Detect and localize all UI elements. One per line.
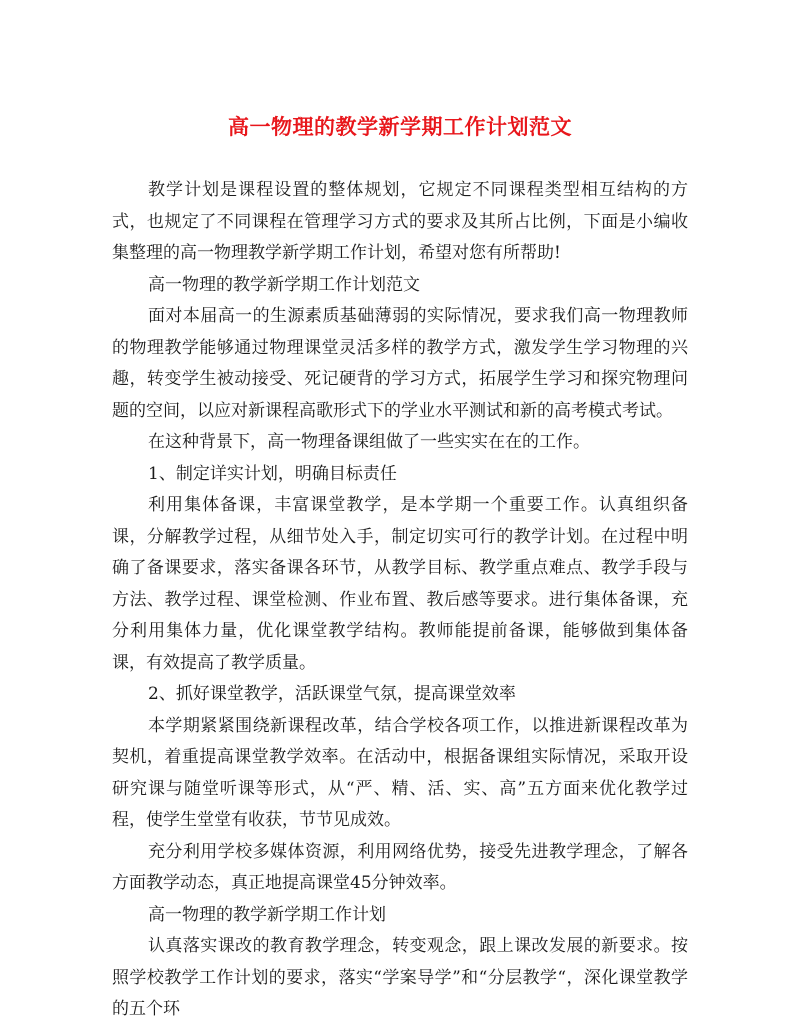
intro-paragraph: 教学计划是课程设置的整体规划，它规定不同课程类型相互结构的方式，也规定了不同课程在管理学习方式的要求及其所占比例，下面是小编收集整理的高一物理教学新学期工作计划，希望对您有所帮助! <box>112 180 688 263</box>
body-paragraph: 在这种背景下，高一物理备课组做了一些实实在在的工作。 <box>148 432 590 452</box>
body-paragraph: 认真落实课改的教育教学理念，转变观念，跟上课改发展的新要求。按照学校教学工作计划的要求，落实“学案导学”和“分层教学“，深化课堂教学的五个环 <box>112 936 688 1019</box>
body-paragraph: 充分利用学校多媒体资源，利用网络优势，接受先进教学理念，了解各方面教学动态，真正地提高课堂45分钟效率。 <box>112 841 688 893</box>
document-body <box>112 175 688 1026</box>
body-paragraph: 本学期紧紧围绕新课程改革，结合学校各项工作，以推进新课程改革为契机，着重提高课堂教学效率。在活动中，根据备课组实际情况，采取开设研究课与随堂听课等形式，从“严、精、活、实、高”五方面来优化教学过程，使学生堂堂有收获，节节见成效。 <box>112 715 688 830</box>
body-paragraph: 面对本届高一的生源素质基础薄弱的实际情况，要求我们高一物理教师的物理教学能够通过物理课堂灵活多样的教学方式，激发学生学习物理的兴趣，转变学生被动接受、死记硬背的学习方式，拓展学生学习和探究物理问题的空间，以应对新课程高歌形式下的学业水平测试和新的高考模式考试。 <box>112 306 688 421</box>
numbered-heading: 2、抓好课堂教学，活跃课堂气氛，提高课堂效率 <box>148 684 516 704</box>
section-heading: 高一物理的教学新学期工作计划 <box>148 904 386 925</box>
body-paragraph: 利用集体备课，丰富课堂教学，是本学期一个重要工作。认真组织备课，分解教学过程，从细节处入手，制定切实可行的教学计划。在过程中明确了备课要求，落实备课各环节，从教学目标、教学重点难点、教学手段与方法、教学过程、课堂检测、作业布置、教后感等要求。进行集体备课，充分利用集体力量，优化课堂教学结构。教师能提前备课，能够做到集体备课，有效提高了教学质量。 <box>112 495 688 673</box>
section-heading: 高一物理的教学新学期工作计划范文 <box>148 274 420 295</box>
numbered-heading: 1、制定详实计划，明确目标责任 <box>148 463 397 484</box>
document-title: 高一物理的教学新学期工作计划范文 <box>228 114 572 139</box>
